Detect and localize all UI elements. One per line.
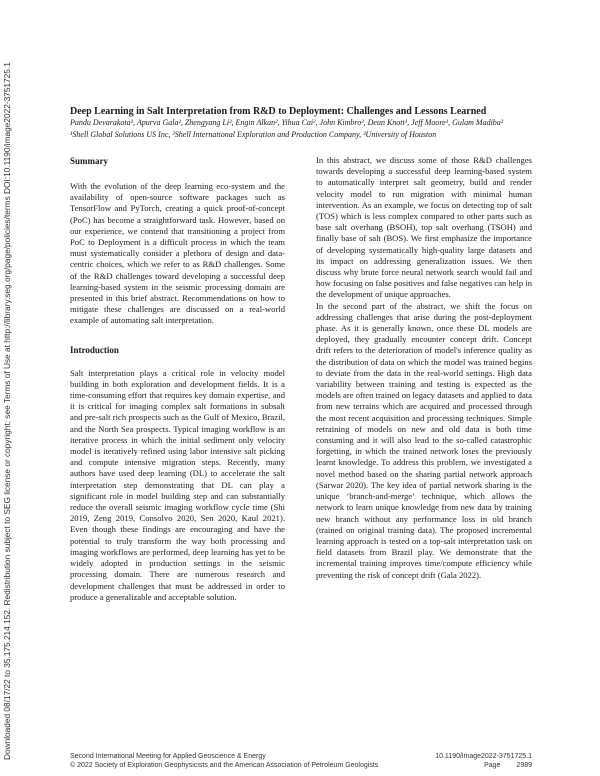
introduction-heading: Introduction (70, 344, 119, 355)
affiliations: ¹Shell Global Solutions US Inc, ²Shell International Exploration and Production Company, ³University of Houston (70, 129, 437, 139)
right-column (316, 155, 532, 581)
download-side-note (2, 62, 26, 760)
right-paragraph-1: In this abstract, we discuss some of those R&D challenges towards developing a successful deep learning-based system to automatically interpret salt geometry, build and render velocity model to run migration with minimal human intervention. As an example, we focus on detecting top of salt (TOS) which is less complex compared to other parts such as base salt overhang (BSOH), top salt overhang (TSOH) and finally base of salt (BOS). We first emphasize the importance of developing systematically high-quality large datasets and its impact on addressing generalization issues. We then discuss why brute force neural network search would fail and how focusing on false positives and false negatives can help in the development of unique approaches. (316, 155, 532, 300)
summary-heading: Summary (70, 156, 108, 166)
copyright: © 2022 Society of Exploration Geophysicists and the American Association of Petroleum Geologists (70, 762, 379, 769)
right-paragraph-2: In the second part of the abstract, we shift the focus on addressing challenges that arise during the post-deployment phase. As it is generally known, once these DL models are deployed, they gradually encounter concept drift. Concept drift refers to the deterioration of model's inference quality as the distribution of data on which the model was trained begins to deviate from the data in the real-world settings. High data variability between training and testing is expected as the models are often trained on legacy datasets and applied to data from new terrains which are acquired and processed through the most recent acquisition and processing techniques. Simple retraining of models on new and old data is both time consuming and it will also lead to the so-called catastrophic forgetting, in which the trained network loses the previously learnt knowledge. To address this problem, we investigated a novel method based on the sharing partial network approach (Sarwar 2020). The key idea of partial network sharing is the unique ‘branch-and-merge’ technique, which allows the network to learn unique knowledge from new data by training new branch without any performance loss in old branch (trained on original training data). The proposed incremental learning approach is tested on a top-salt interpretation task on field datasets from Brazil play. We demonstrate that the incremental training improves time/compute efficiency while preventing the risk of concept drift (Gala 2022). (316, 300, 532, 580)
doi: 10.1190/image2022-3751725.1 (435, 753, 532, 760)
page-number: 2989 (516, 762, 532, 769)
page-label: Page (484, 762, 501, 769)
page-footer (70, 752, 532, 770)
paper-header (70, 105, 532, 140)
left-column (70, 155, 285, 603)
paper-title: Deep Learning in Salt Interpretation from R&D to Deployment: Challenges and Lessons Learned (70, 106, 487, 117)
author-list: Pandu Devarakota¹, Apurva Gala², Zhengyang Li², Engin Alkan², Yihua Cai², John Kimbro², Dean Knott¹, Jeff Moore¹, Gulam Madiba² (70, 118, 504, 127)
introduction-text: Salt interpretation plays a critical role in velocity model building in both exploration and development fields. It is a time-consuming effort that requires key domain expertise, and it is critical for imaging complex salt formations in subsalt and pre-salt rich prospects such as the Gulf of Mexico, Brazil, and the North Sea prospects. Typical imaging workflow is an iterative process in which the initial sediment only velocity model is iteratively refined using labor intensive salt picking and compute intensive migration steps. Recently, many authors have used deep learning (DL) to accelerate the salt interpretation step demonstrating that DL can play a significant role in model building step and can substantially reduce the overall seismic imaging workflow cycle time (Shi 2019, Zeng 2019, Consolvo 2020, Sen 2020, Kaul 2021). Even though these findings are encouraging and have the potential to truly transform the way both processing and imaging workflows are performed, deep learning has yet to be widely adopted in production settings in the seismic processing domain. There are numerous research and development challenges that must be addressed in order to produce a generalizable and acceptable solution. (70, 367, 285, 602)
summary-text: With the evolution of the deep learning eco-system and the availability of open-source software packages such as TensorFlow and PyTorch, creating a quick proof-of-concept (PoC) has become a straightforward task. However, based on our experience, we contend that transitioning a project from PoC to Deployment is a difficult process in which the team must systematically consider a plethora of design and data-centric choices, which we refer to as R&D challenges. Some of the R&D challenges toward developing a successful deep learning-based system in the seismic processing domain are presented in this brief abstract. Recommendations on how to mitigate these challenges are discussed on a real-world example of automating salt interpretation. (70, 181, 285, 326)
download-side-note-text: Downloaded 08/17/22 to 35.175.214.152. Redistribution subject to SEG license or copyright; see Terms of Use at http://library.seg.org/page/policies/terms DOI:10.1190/image2022-3751725.1 (2, 62, 12, 760)
conference-name: Second International Meeting for Applied Geoscience & Energy (70, 753, 266, 760)
